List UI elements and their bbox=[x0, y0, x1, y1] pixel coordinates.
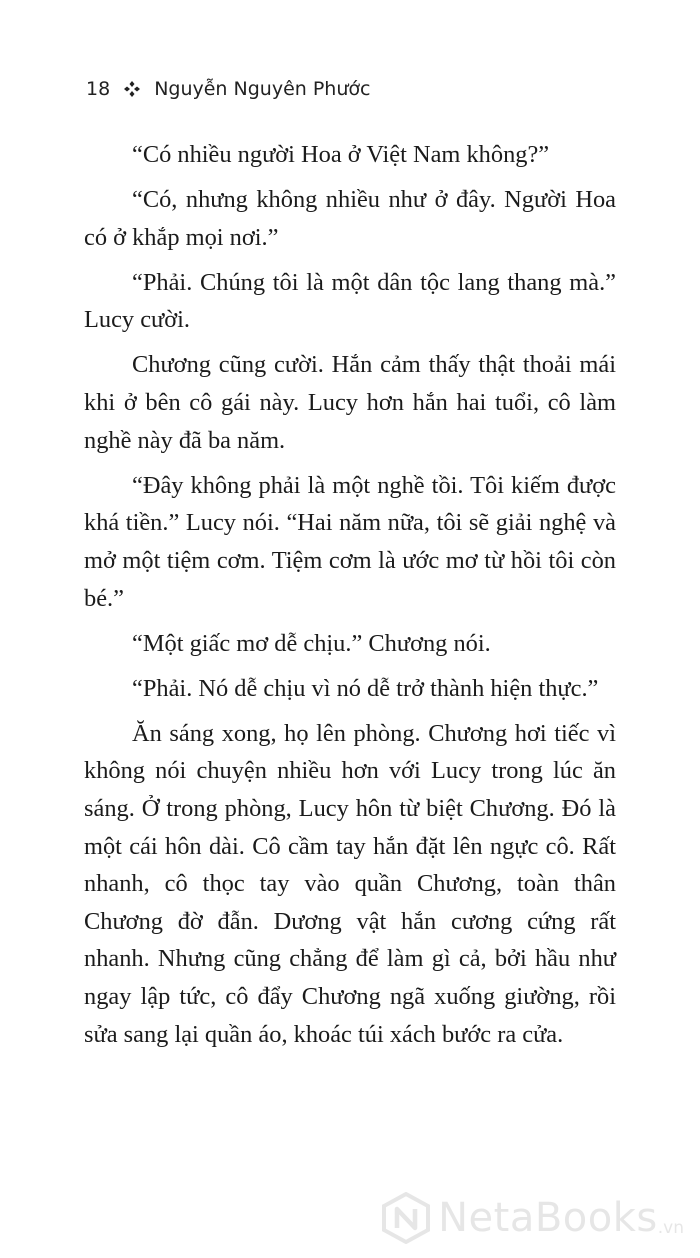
watermark-brand: NetaBooks bbox=[438, 1195, 658, 1241]
paragraph: “Một giấc mơ dễ chịu.” Chương nói. bbox=[132, 629, 491, 657]
paragraph: “Có nhiều người Hoa ở Việt Nam không?” bbox=[132, 141, 550, 168]
paragraph: Chương cũng cười. Hắn cảm thấy thật thoải mái khi ở bên cô gái này. Lucy hơn hắn hai tuổi, cô làm nghề này đã ba năm. bbox=[84, 351, 616, 454]
page-header bbox=[86, 74, 370, 104]
paragraph: “Có, nhưng không nhiều như ở đây. Người Hoa có ở khắp mọi nơi.” bbox=[84, 186, 616, 251]
paragraph: “Đây không phải là một nghề tồi. Tôi kiếm được khá tiền.” Lucy nói. “Hai năm nữa, tôi sẽ giải nghệ và mở một tiệm cơm. Tiệm cơm là ước mơ từ hồi tôi còn bé.” bbox=[84, 471, 616, 612]
author-name: Nguyễn Nguyên Phước bbox=[154, 78, 371, 100]
watermark bbox=[380, 1192, 684, 1244]
four-diamond-ornament-icon bbox=[124, 81, 140, 97]
paragraph: “Phải. Chúng tôi là một dân tộc lang thang mà.” Lucy cười. bbox=[84, 268, 616, 334]
body-text bbox=[84, 136, 616, 1061]
paragraph: “Phải. Nó dễ chịu vì nó dễ trở thành hiện thực.” bbox=[132, 674, 599, 702]
paragraph: Ăn sáng xong, họ lên phòng. Chương hơi tiếc vì không nói chuyện nhiều hơn với Lucy trong lúc ăn sáng. Ở trong phòng, Lucy hôn từ biệt Chương. Đó là một cái hôn dài. Cô cầm tay hắn đặt lên ngực cô. Rất nhanh, cô thọc tay vào quần Chương, toàn thân Chương đờ đẫn. Dương vật hắn cương cứng rất nhanh. Nhưng cũng chẳng để làm gì cả, bởi hầu như ngay lập tức, cô đẩy Chương ngã xuống giường, rồi sửa sang lại quần áo, khoác túi xách bước ra cửa. bbox=[84, 719, 616, 1048]
netabooks-logo-icon bbox=[380, 1192, 432, 1244]
watermark-suffix: .vn bbox=[657, 1218, 684, 1238]
page-number: 18 bbox=[86, 78, 111, 100]
